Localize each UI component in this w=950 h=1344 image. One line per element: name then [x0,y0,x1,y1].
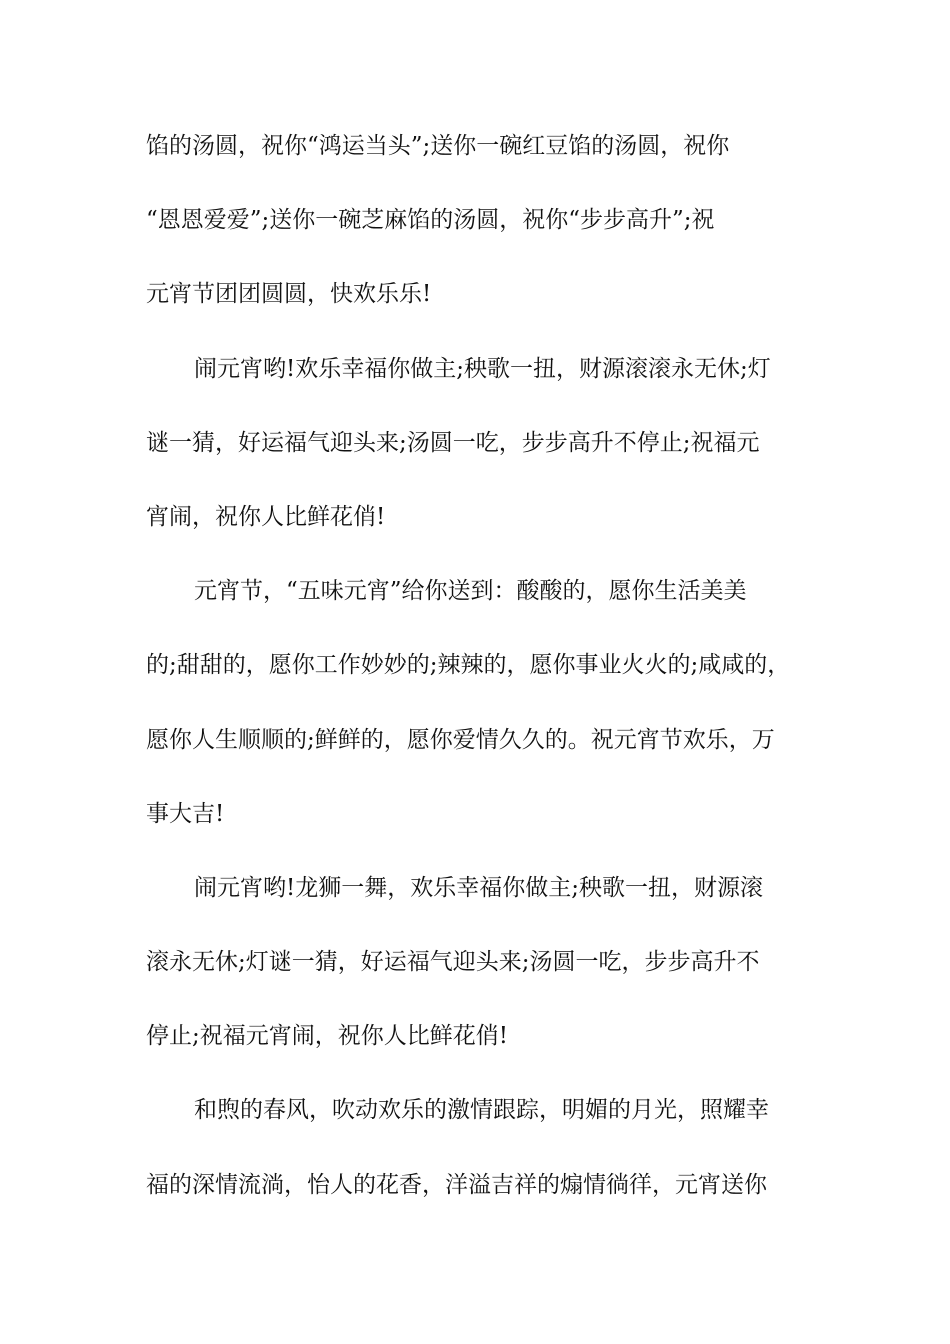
paragraph-line: 馅的汤圆，祝你“鸿运当头”;送你一碗红豆馅的汤圆，祝你 [146,133,730,159]
paragraph-line: 谜一猜，好运福气迎头来;汤圆一吃，步步高升不停止;祝福元 [146,429,760,456]
paragraph-line: 事大吉! [146,800,225,827]
paragraph-line: 滚永无休;灯谜一猜，好运福气迎头来;汤圆一吃，步步高升不 [146,949,760,976]
paragraph-line: 元宵节团团圆圆，快欢乐乐! [146,281,432,308]
paragraph-line: 和煦的春风，吹动欢乐的激情跟踪，明媚的月光，照耀幸 [194,1097,769,1124]
paragraph-line: 闹元宵哟!龙狮一舞，欢乐幸福你做主;秧歌一扭，财源滚 [194,874,763,901]
paragraph-3 [146,573,810,833]
document-body [146,128,810,1241]
paragraph-line: 的;甜甜的，愿你工作妙妙的;辣辣的，愿你事业火火的;咸咸的， [146,652,791,679]
paragraph-4 [146,870,810,1055]
paragraph-line: 停止;祝福元宵闹，祝你人比鲜花俏! [146,1023,508,1050]
paragraph-1 [146,128,810,313]
paragraph-line: 闹元宵哟!欢乐幸福你做主;秧歌一扭，财源滚滚永无休;灯 [194,355,771,382]
paragraph-line: 宵闹，祝你人比鲜花俏! [146,503,386,530]
paragraph-5 [146,1092,810,1203]
paragraph-line: 福的深情流淌，怡人的花香，洋溢吉祥的煽情徜徉，元宵送你 [146,1171,767,1198]
paragraph-line: “恩恩爱爱”;送你一碗芝麻馅的汤圆，祝你“步步高升”;祝 [146,207,715,234]
paragraph-line: 元宵节，“五味元宵”给你送到：酸酸的，愿你生活美美 [194,578,747,605]
paragraph-line: 愿你人生顺顺的;鲜鲜的，愿你爱情久久的。祝元宵节欢乐，万 [146,726,775,753]
paragraph-2 [146,351,810,536]
